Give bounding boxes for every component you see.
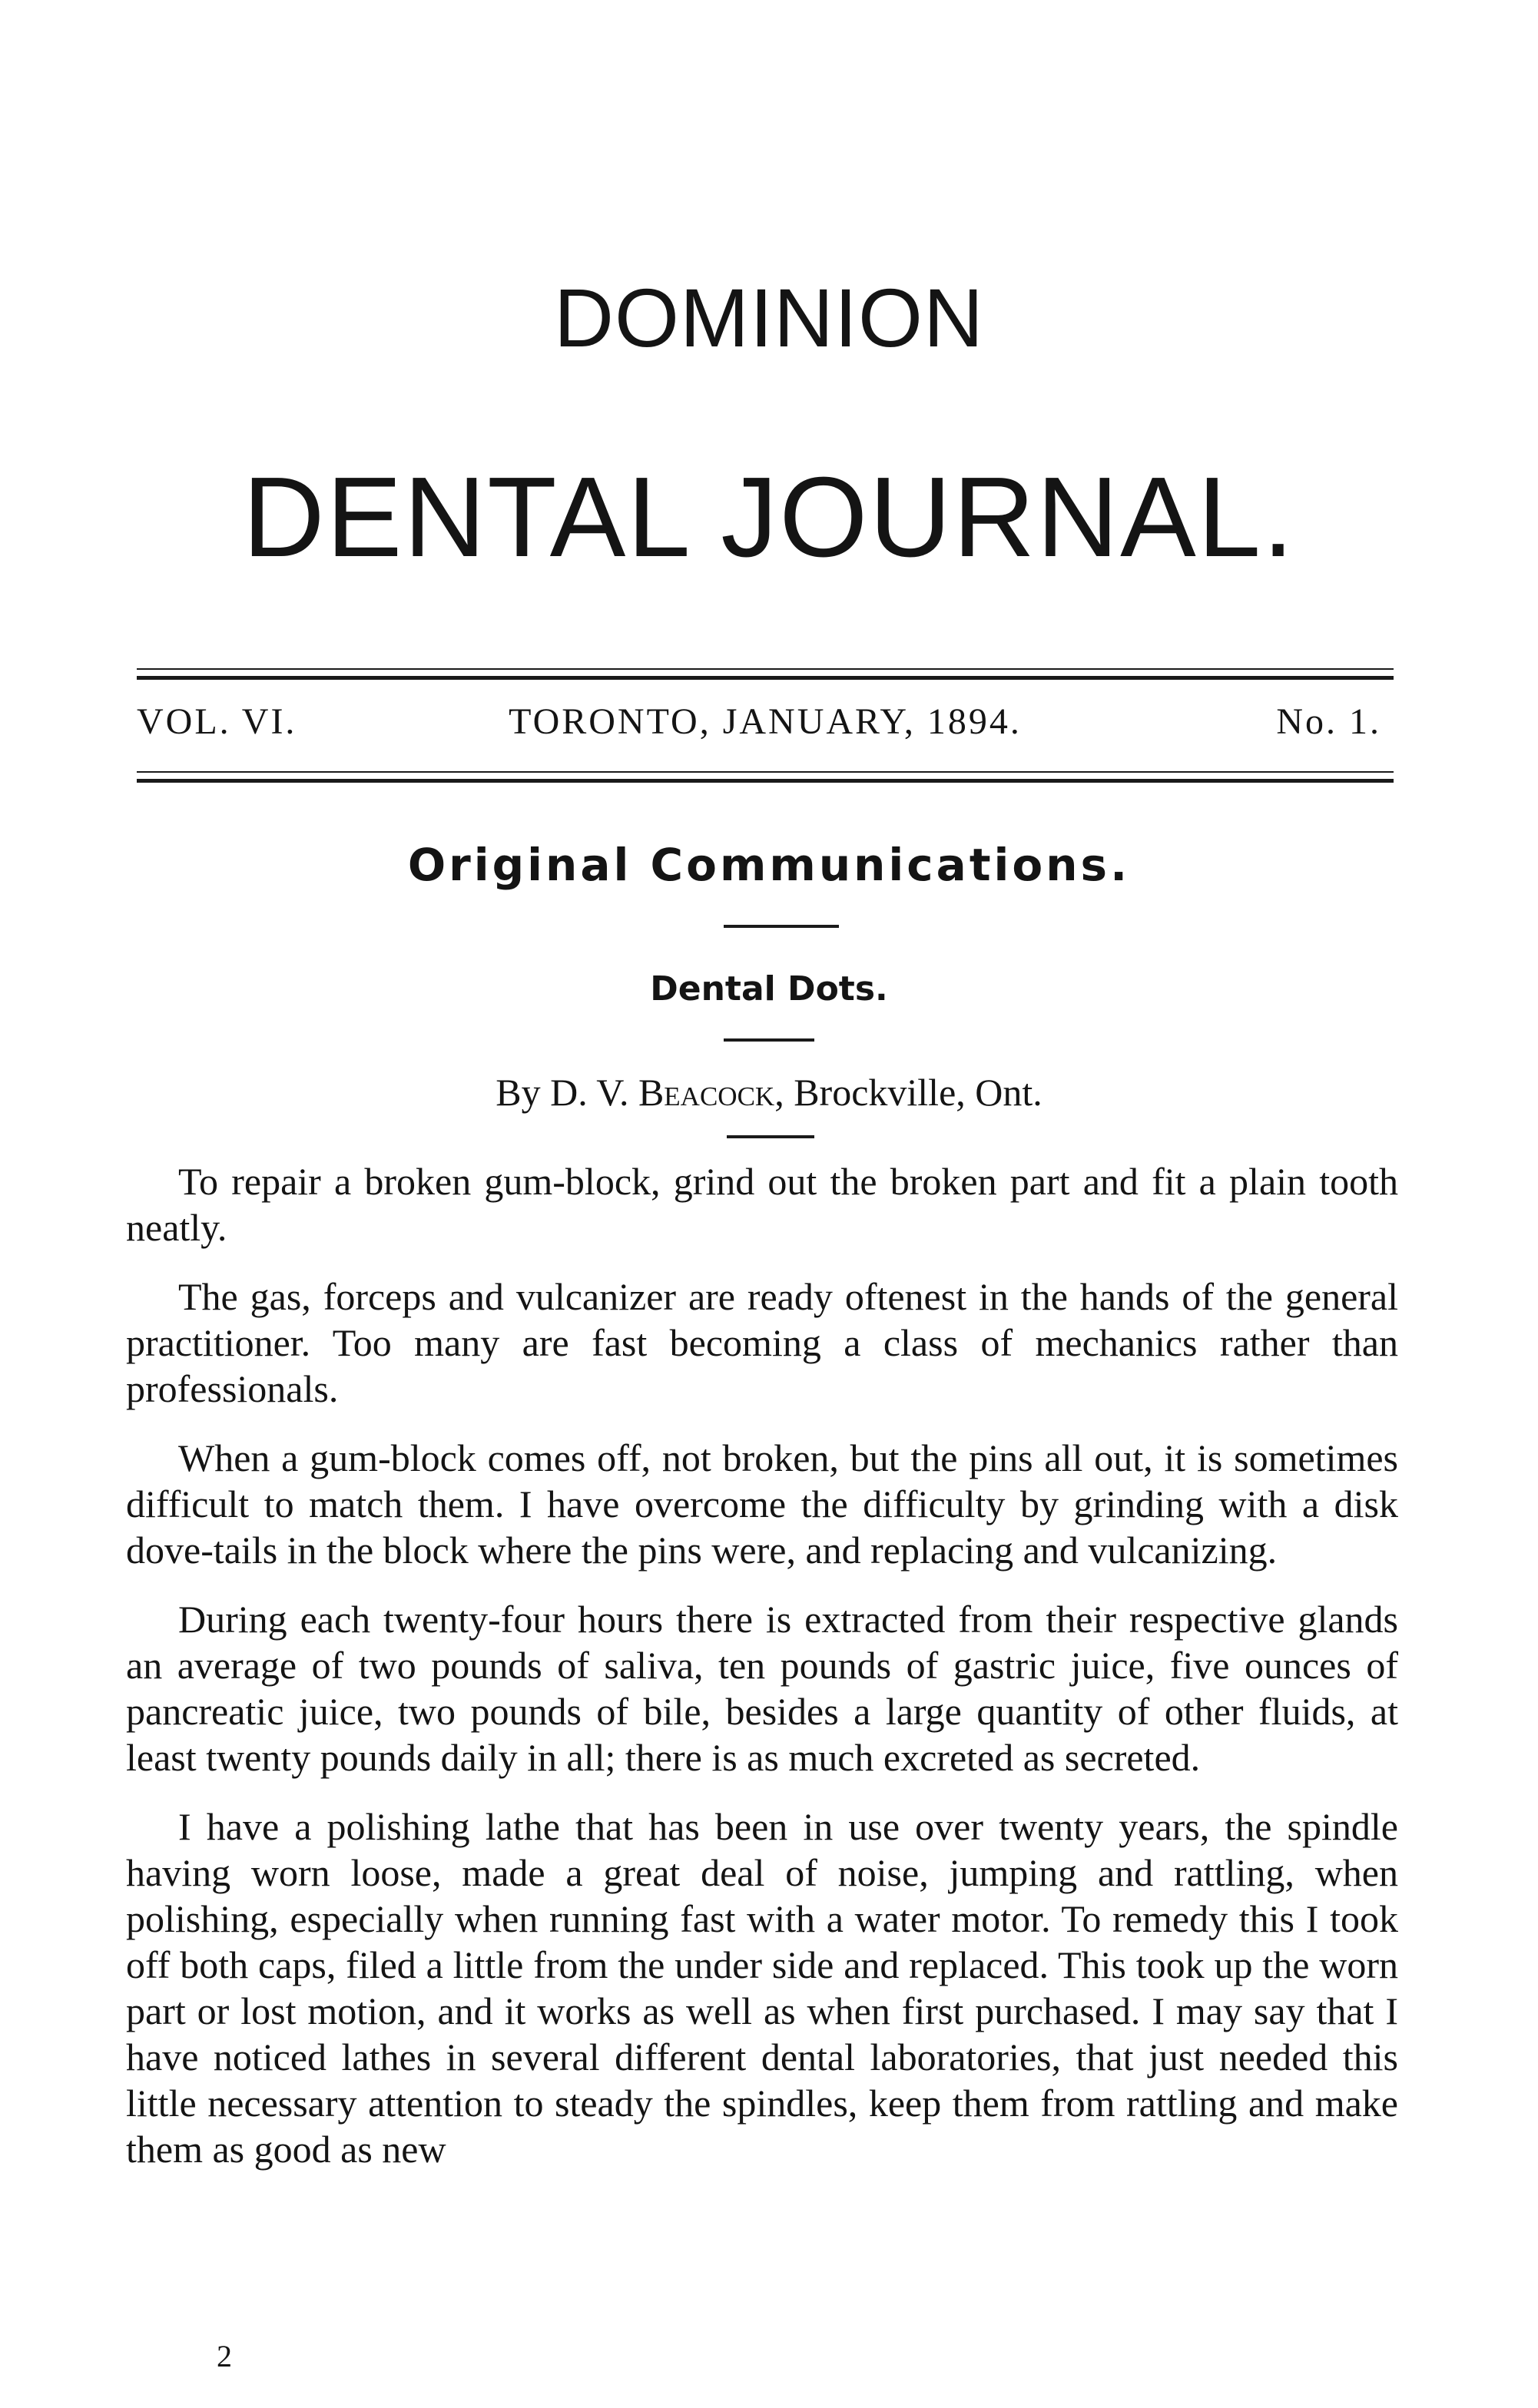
paragraph: To repair a broken gum-block, grind out the broken part and fit a plain tooth neatly. [126,1160,1398,1249]
masthead-bottom-rule-thick [137,779,1394,783]
place-date-label: TORONTO, JANUARY, 1894. [509,701,1022,742]
byline-suffix: , Brockville, Ont. [774,1071,1042,1114]
divider-after-title [724,1038,814,1042]
masthead-bottom-rule-thin [137,771,1394,773]
article-title: Dental Dots. [650,969,888,1009]
paragraph: The gas, forceps and vulcanizer are ready oftenest in the hands of the general practitioner. Too many are fast becoming a class of mechanics rather than professionals. [126,1275,1398,1410]
section-heading: Original Communications. [407,839,1131,891]
author-surname: Beacock [638,1071,775,1114]
divider-after-section [724,925,839,928]
masthead-top-rule-thick [137,676,1394,680]
divider-after-byline [727,1135,814,1138]
masthead [137,697,1394,747]
masthead-top-rule-thin [137,668,1394,670]
journal-title-line-1: DOMINION [554,271,984,364]
journal-title-line-2: DENTAL JOURNAL. [242,454,1296,581]
byline-prefix: By D. V. [496,1071,629,1114]
volume-label: VOL. VI. [137,701,297,742]
byline [0,1069,1538,1115]
paragraph: During each twenty-four hours there is extracted from their respective glands an average of two pounds of saliva, ten pounds of gastric juice, five ounces of pancreatic juice, two pounds of bile, besides a large quantity of other fluids, at least twenty pounds daily in all; there is as much excreted as secreted. [126,1598,1398,1779]
issue-number-label: No. 1. [1276,701,1381,742]
page-number: 2 [217,2339,232,2373]
paragraph: When a gum-block comes off, not broken, but the pins all out, it is sometimes difficult to match them. I have overcome the difficulty by grinding with a disk dove-tails in the block where the pins were, and replacing and vulcanizing. [126,1436,1398,1572]
paragraph: I have a polishing lathe that has been in use over twenty years, the spindle having worn loose, made a great deal of noise, jumping and rattling, when polishing, especially when running fast with a water motor. To remedy this I took off both caps, filed a little from the under side and replaced. This took up the worn part or lost motion, and it works as well as when first purchased. I may say that I have noticed lathes in several different dental laboratories, that just needed this little necessary attention to steady the spindles, keep them from rattling and make them as good as new [126,1805,1398,2171]
article-body [126,1158,1398,2195]
